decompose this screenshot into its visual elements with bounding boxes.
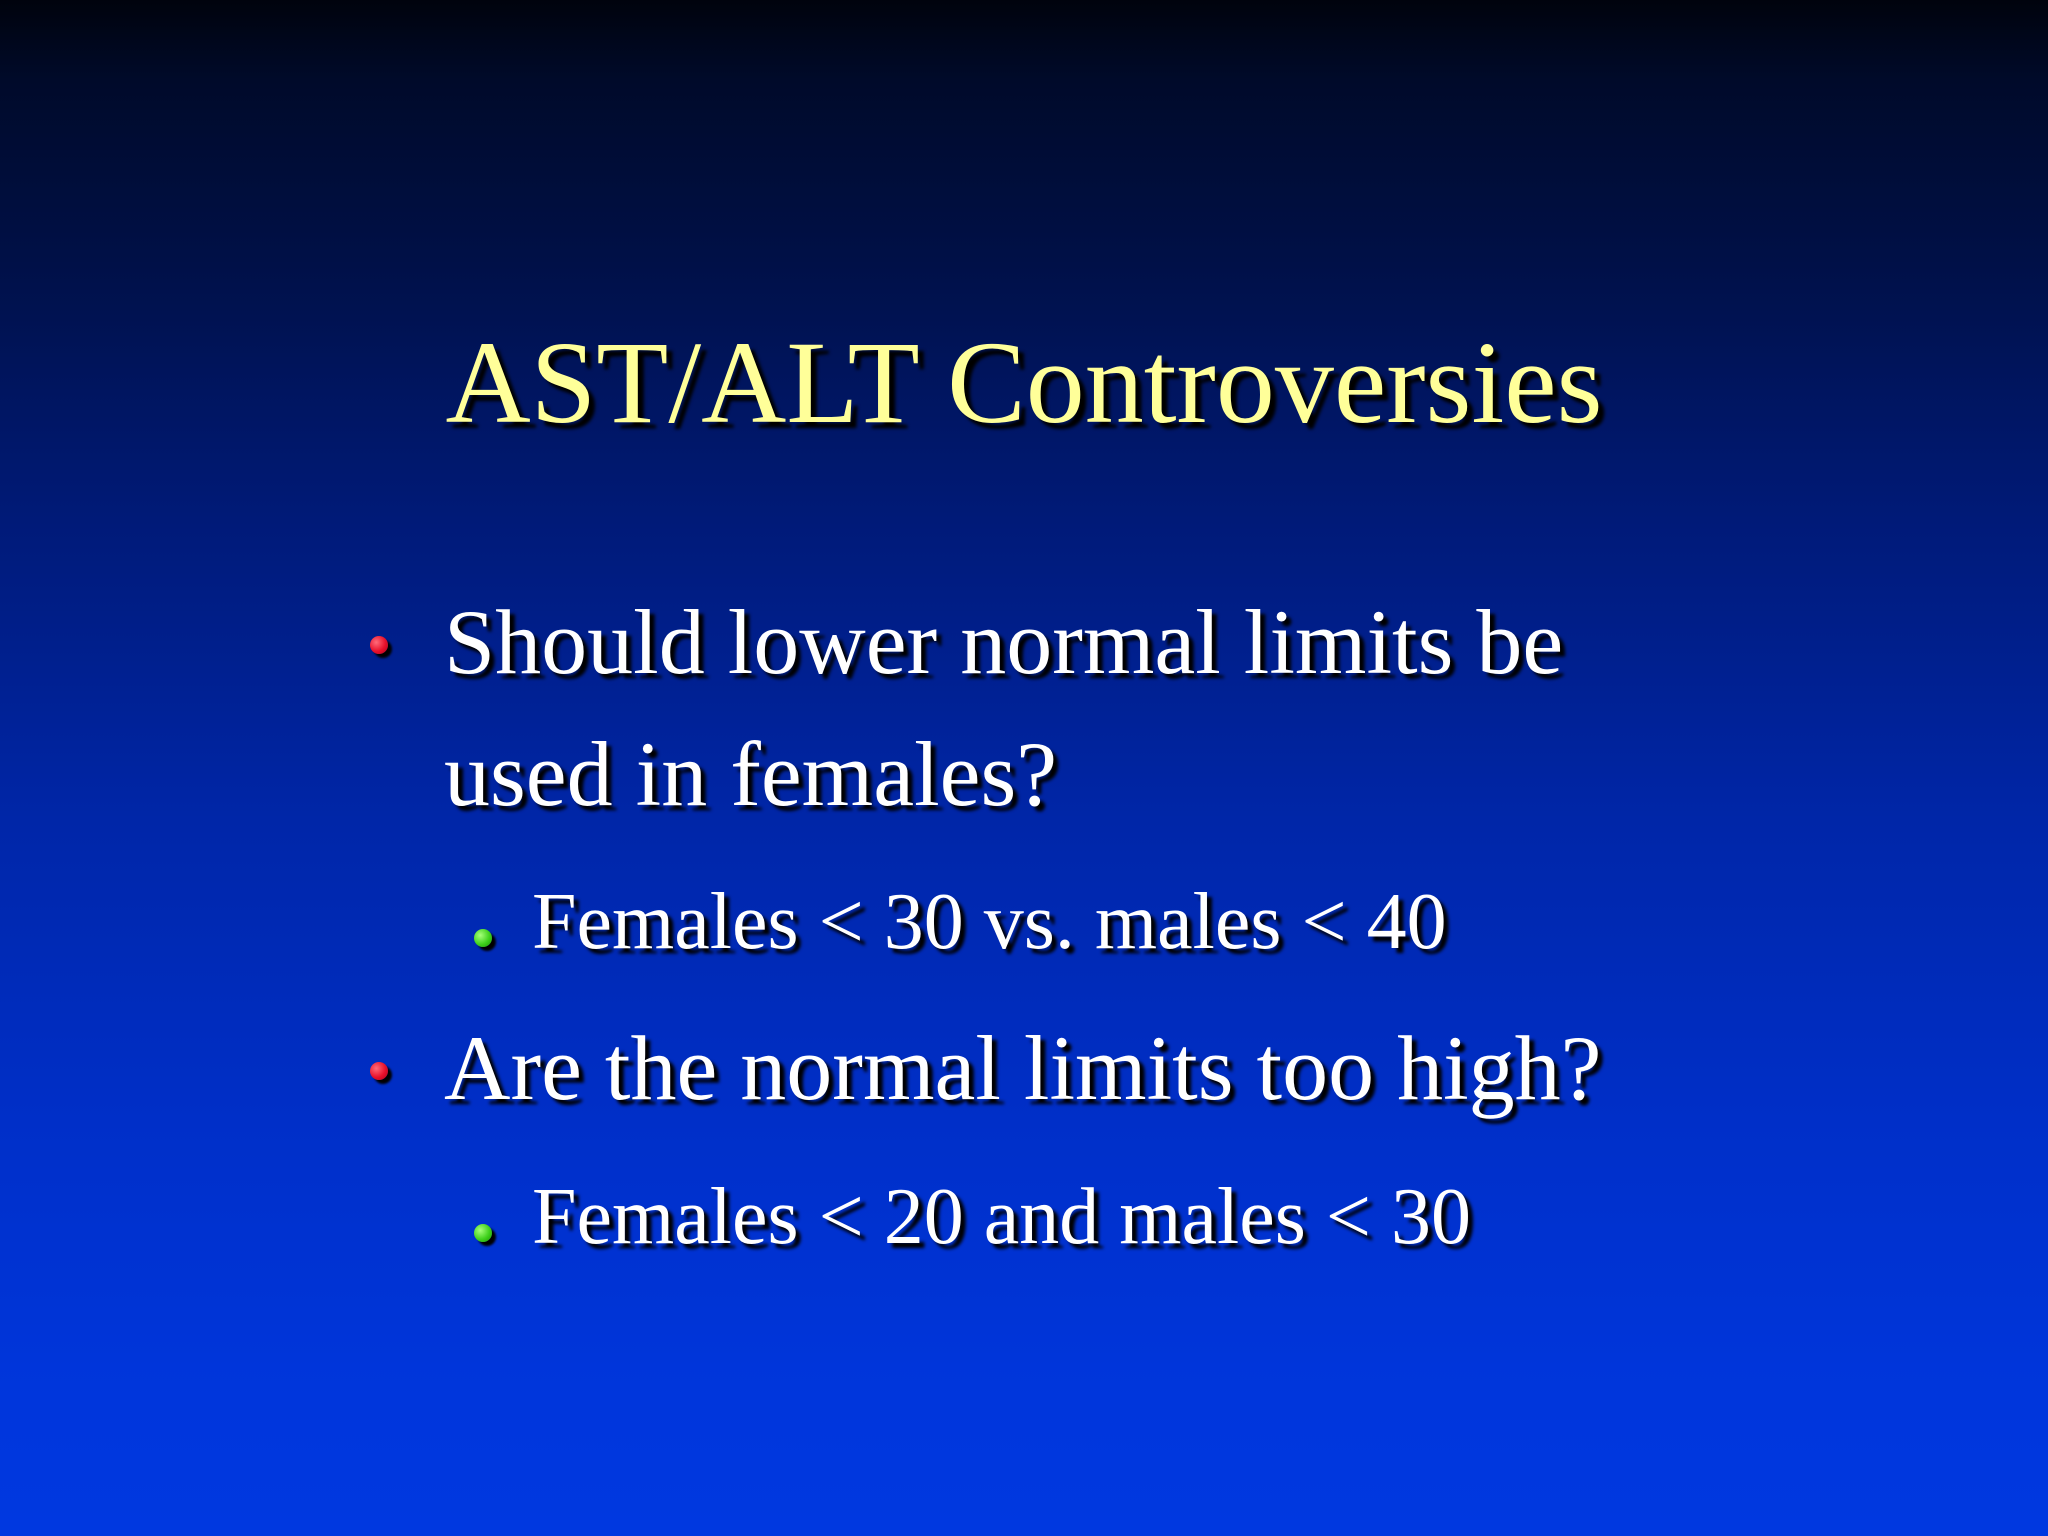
green-bullet-icon [474,929,492,947]
green-bullet-icon [474,1224,492,1242]
bullet-text-line: used in females? [444,723,1058,825]
bullet-text-line: Are the normal limits too high? [444,1017,1602,1119]
red-bullet-icon [370,636,388,654]
slide-title: AST/ALT Controversies [445,317,1603,448]
bullet-text-line: Should lower normal limits be [444,591,1564,693]
sub-bullet-text: Females < 30 vs. males < 40 [532,878,1447,966]
sub-bullet-text: Females < 20 and males < 30 [532,1173,1471,1261]
red-bullet-icon [370,1062,388,1080]
